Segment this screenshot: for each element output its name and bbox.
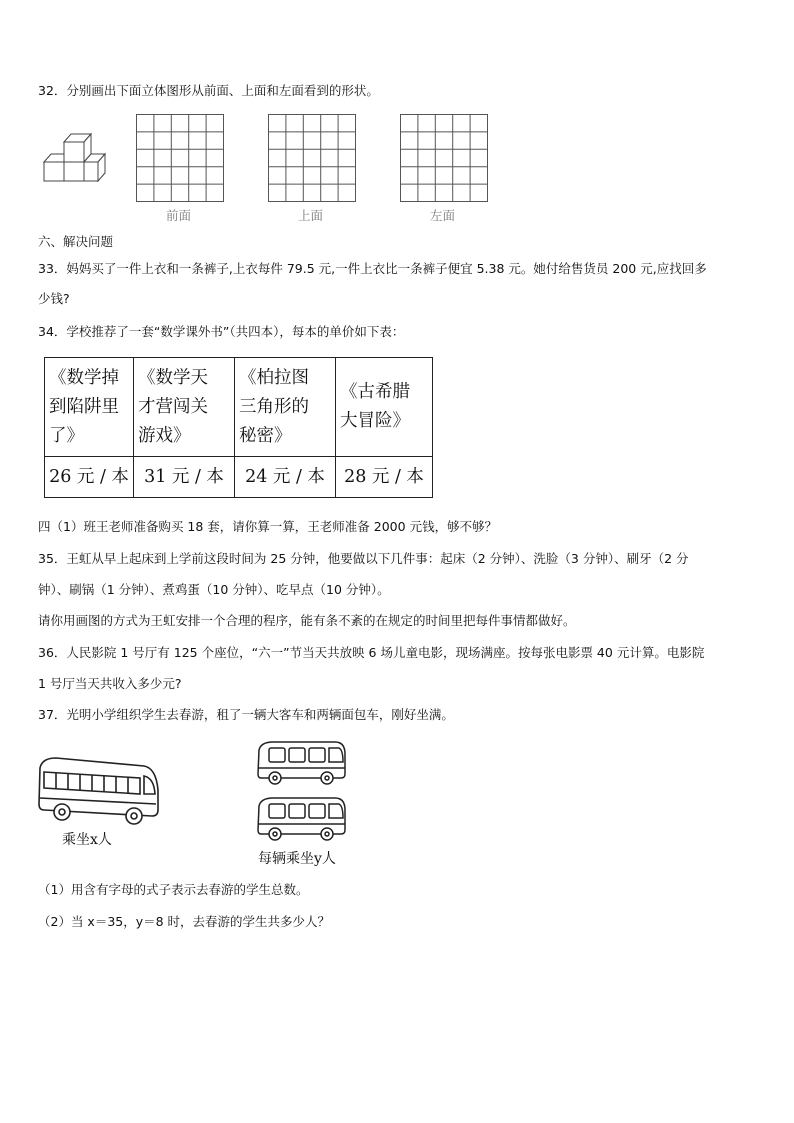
- book-2-price: 31 元 / 本: [134, 457, 235, 498]
- big-bus-illustration: [36, 750, 164, 830]
- front-view-label: 前面: [166, 208, 192, 223]
- q32-text: 32．分别画出下面立体图形从前面、上面和左面看到的形状。: [38, 83, 379, 98]
- q33-line2: 少钱?: [38, 291, 70, 306]
- book-3-price: 24 元 / 本: [235, 457, 336, 498]
- bus-caption: 乘坐x人: [62, 832, 112, 848]
- book-1-name: 《数学掉 到陷阱里 了》: [45, 358, 134, 457]
- book-4-name: 《古希腊 大冒险》: [336, 358, 433, 457]
- q35-line2: 钟）、刷锅（1 分钟）、煮鸡蛋（10 分钟）、吃早点（10 分钟）。: [38, 582, 390, 597]
- top-view-grid[interactable]: [268, 114, 356, 202]
- book-price-table: [44, 357, 433, 498]
- top-view-label: 上面: [298, 208, 324, 223]
- section-heading: 六、解决问题: [38, 234, 114, 249]
- van-illustration-2: [255, 794, 349, 844]
- front-view-grid[interactable]: [136, 114, 224, 202]
- book-1-price: 26 元 / 本: [45, 457, 134, 498]
- van-illustration-1: [255, 738, 349, 788]
- book-3-name: 《柏拉图 三角形的 秘密》: [235, 358, 336, 457]
- q37-intro: 37．光明小学组织学生去春游，租了一辆大客车和两辆面包车，刚好坐满。: [38, 707, 454, 722]
- q37-sub1: （1）用含有字母的式子表示去春游的学生总数。: [38, 882, 309, 897]
- book-4-price: 28 元 / 本: [336, 457, 433, 498]
- q37-sub2: （2）当 x＝35，y＝8 时，去春游的学生共多少人？: [38, 914, 331, 929]
- q34-question: 四（1）班王老师准备购买 18 套，请你算一算，王老师准备 2000 元钱，够不够？: [38, 519, 498, 534]
- cube-stack-figure: [40, 128, 110, 183]
- q35-line3: 请你用画图的方式为王虹安排一个合理的程序，能有条不紊的在规定的时间里把每件事情都做好。: [38, 613, 576, 628]
- q35-line1: 35．王虹从早上起床到上学前这段时间为 25 分钟，他要做以下几件事：起床（2 分钟）、洗脸（3 分钟）、刷牙（2 分: [38, 551, 689, 566]
- left-view-grid[interactable]: [400, 114, 488, 202]
- q34-intro: 34．学校推荐了一套“数学课外书”（共四本），每本的单价如下表：: [38, 324, 405, 339]
- q33-line1: 33．妈妈买了一件上衣和一条裤子,上衣每件 79.5 元,一件上衣比一条裤子便宜 5.38 元。她付给售货员 200 元,应找回多: [38, 261, 707, 276]
- q36-line1: 36．人民影院 1 号厅有 125 个座位，“六一”节当天共放映 6 场儿童电影，现场满座。按每张电影票 40 元计算。电影院: [38, 645, 705, 660]
- q36-line2: 1 号厅当天共收入多少元?: [38, 676, 182, 691]
- book-2-name: 《数学天 才营闯关 游戏》: [134, 358, 235, 457]
- left-view-label: 左面: [430, 208, 456, 223]
- van-caption: 每辆乘坐y人: [258, 851, 336, 867]
